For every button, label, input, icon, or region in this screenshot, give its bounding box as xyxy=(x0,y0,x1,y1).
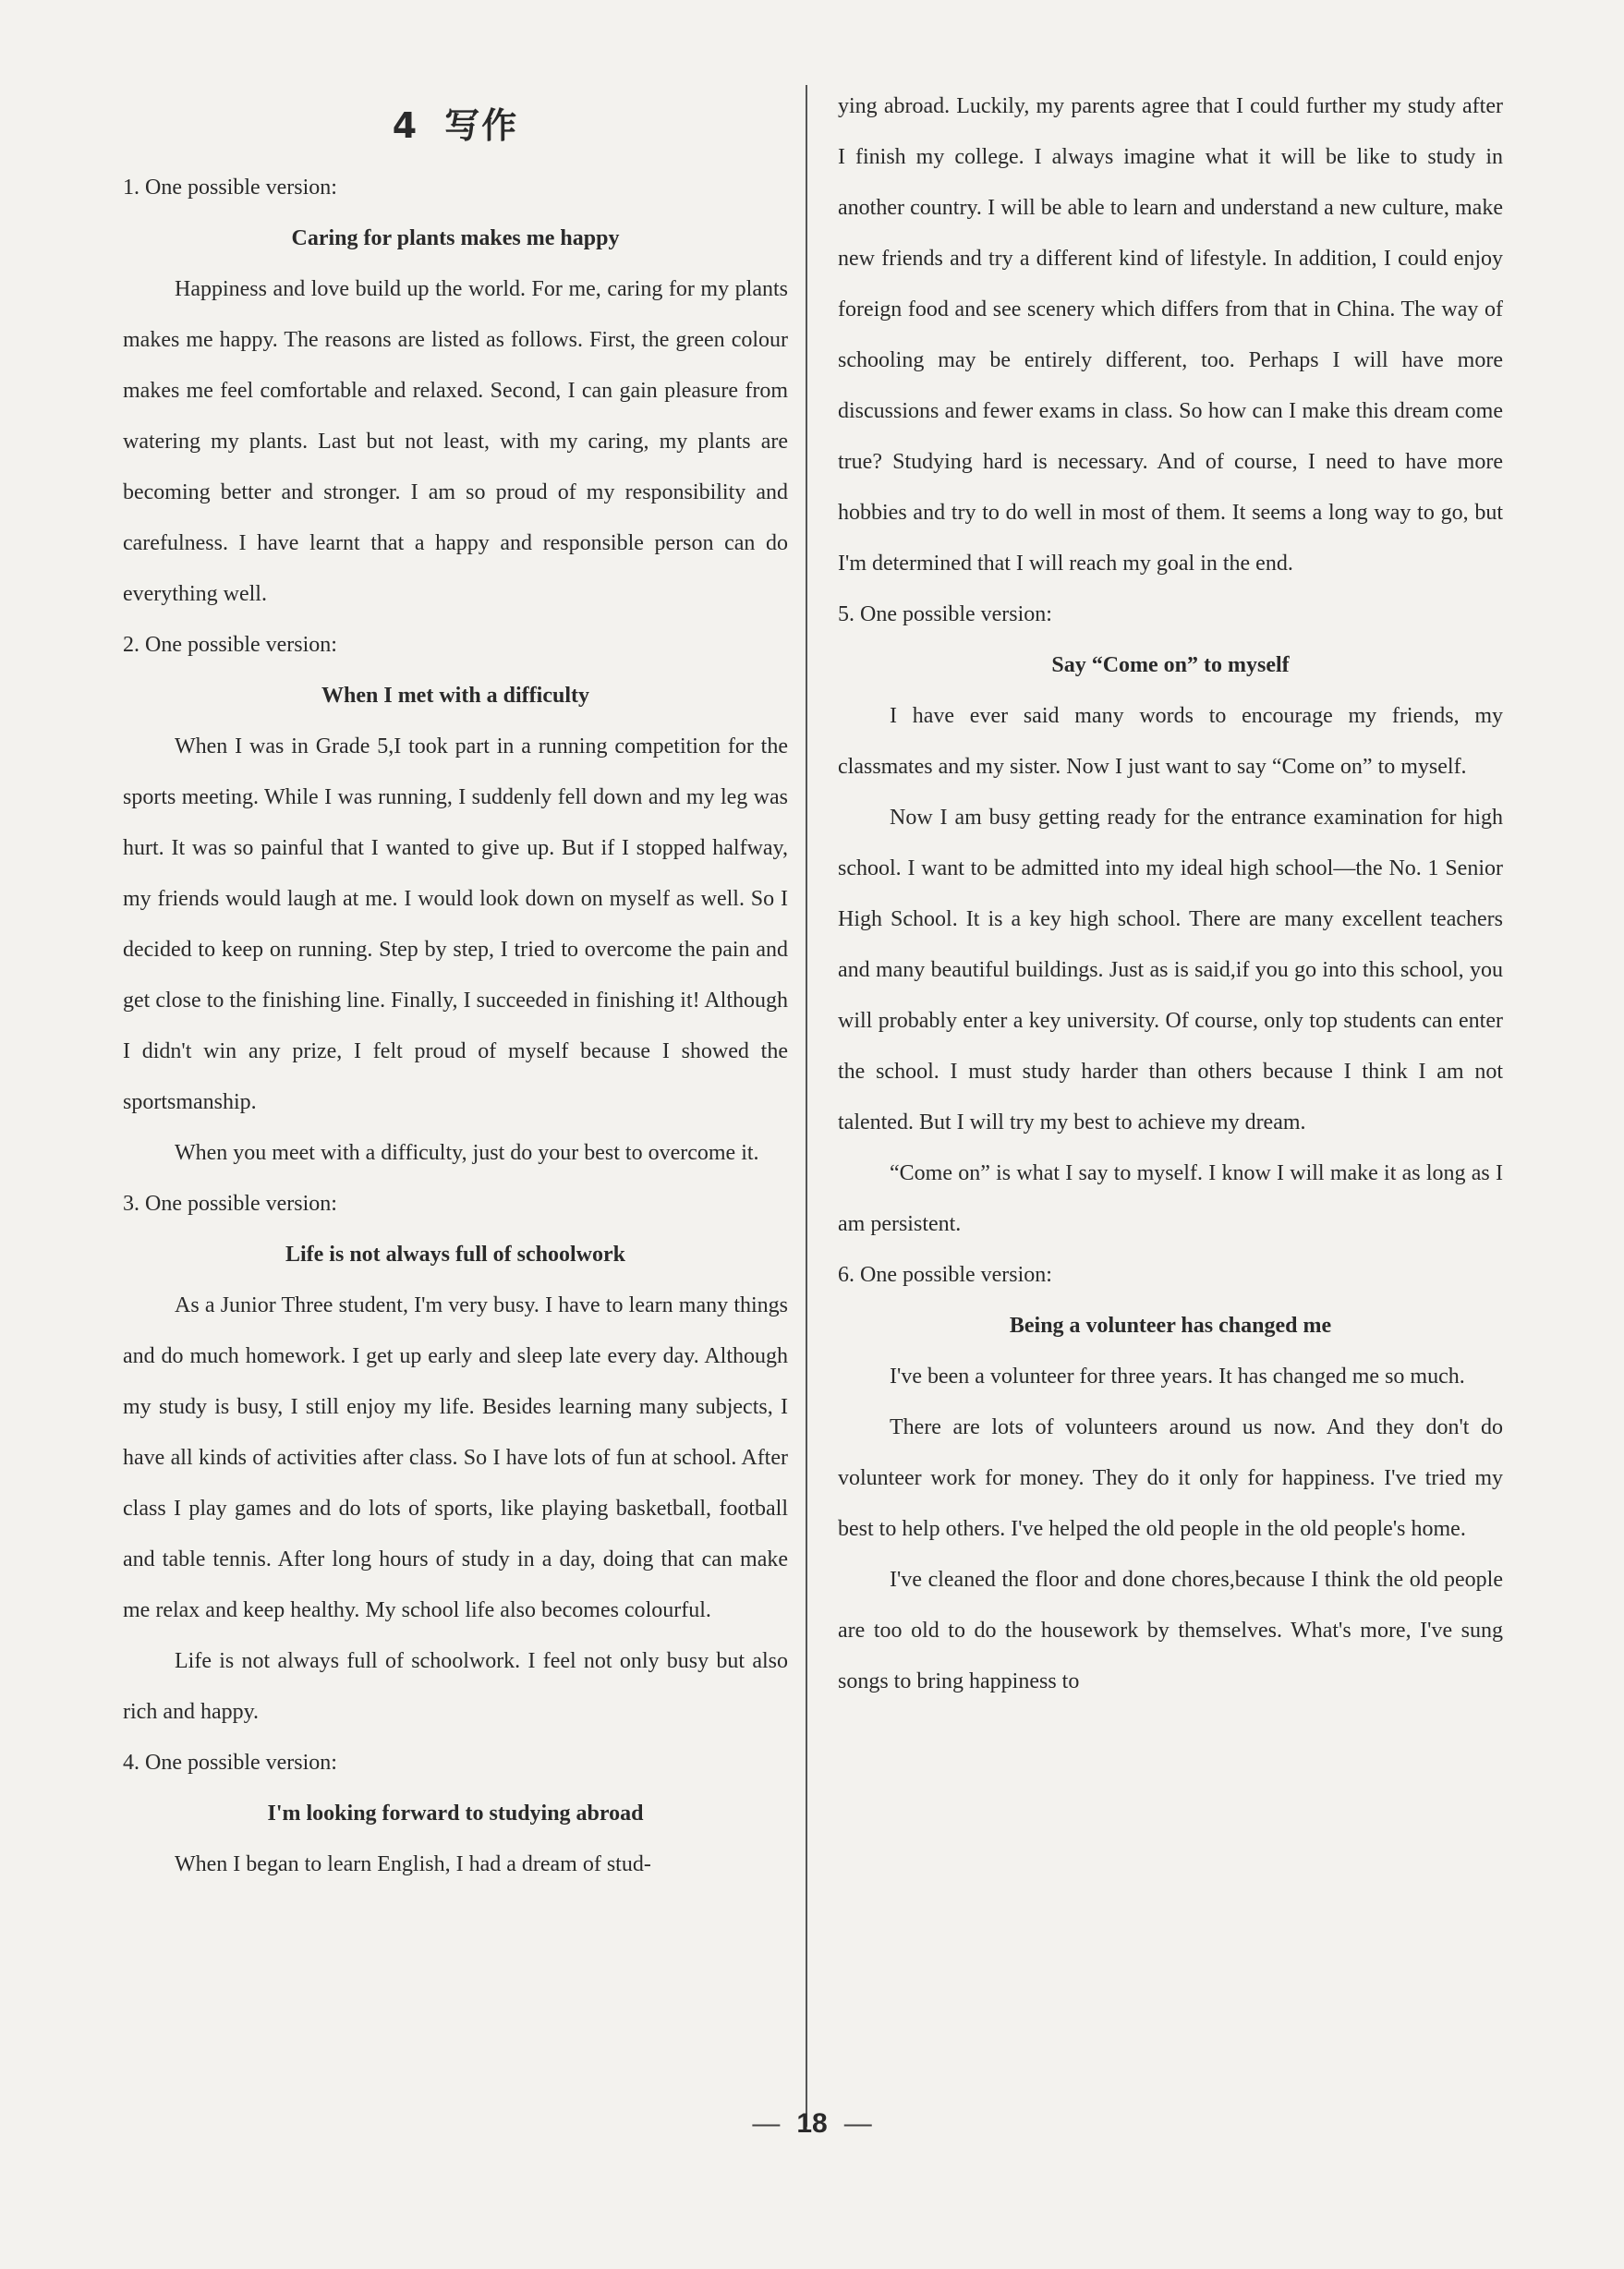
essay-title: When I met with a difficulty xyxy=(321,684,589,708)
question-label: 5. One possible version: xyxy=(838,602,1052,626)
chapter-name: 写作 xyxy=(444,105,519,146)
essay-paragraph: ying abroad. Luckily, my parents agree that I could further my study after I finish my college. I always imagine what it will be like to study in another country. I will be able to learn and understand a new culture, make new friends and try a different kind of lifestyle. In addition, I could enjoy foreign food and see scenery which differs from that in China. The way of schooling may be entirely different, too. Perhaps I will have more discussions and fewer exams in class. So how can I make this dream come true? Studying hard is necessary. And of course, I need to have more hobbies and try to do well in most of them. It seems a long way to go, but I'm determined that I will reach my goal in the end. xyxy=(838,94,1503,576)
essay-paragraph: As a Junior Three student, I'm very busy. I have to learn many things and do much homework. I get up early and sleep late every day. Although my study is busy, I still enjoy my life. Besides learning many subjects, I have all kinds of activities after class. So I have lots of fun at school. After class I play games and do lots of sports, like playing basketball, football and table tennis. After long hours of study in a day, doing that can make me relax and keep healthy. My school life also becomes colourful. xyxy=(123,1293,788,1622)
chapter-number: 4 xyxy=(392,105,419,146)
question-label: 3. One possible version: xyxy=(123,1192,337,1216)
chapter-title xyxy=(123,89,788,163)
page-number-dash-right: — xyxy=(843,2108,872,2139)
left-column xyxy=(123,89,788,1890)
essay-title: Life is not always full of schoolwork xyxy=(285,1243,625,1267)
page-footer xyxy=(0,2108,1624,2140)
page-number-dash-left: — xyxy=(752,2108,781,2139)
essay-paragraph: I have ever said many words to encourage my friends, my classmates and my sister. Now I just want to say “Come on” to myself. xyxy=(838,704,1503,779)
column-divider xyxy=(806,85,807,2127)
question-label: 4. One possible version: xyxy=(123,1751,337,1775)
essay-title: Being a volunteer has changed me xyxy=(1009,1314,1332,1338)
essay-title: Say “Come on” to myself xyxy=(1051,653,1290,677)
question-label: 2. One possible version: xyxy=(123,633,337,657)
essay-title: I'm looking forward to studying abroad xyxy=(267,1802,644,1826)
essay-title: Caring for plants makes me happy xyxy=(291,226,620,250)
page-number: 18 xyxy=(796,2108,828,2139)
essay-paragraph: Happiness and love build up the world. For me, caring for my plants makes me happy. The reasons are listed as follows. First, the green colour makes me feel comfortable and relaxed. Second, I can gain pleasure from watering my plants. Last but not least, with my caring, my plants are becoming better and stronger. I am so proud of my responsibility and carefulness. I have learnt that a happy and responsible person can do everything well. xyxy=(123,277,788,606)
essay-paragraph: There are lots of volunteers around us now. And they don't do volunteer work for money. They do it only for happiness. I've tried my best to help others. I've helped the old people in the old people's home. xyxy=(838,1415,1503,1541)
question-label: 6. One possible version: xyxy=(838,1263,1052,1287)
question-label: 1. One possible version: xyxy=(123,176,337,200)
essay-paragraph: When I began to learn English, I had a dream of stud- xyxy=(175,1852,651,1876)
essay-paragraph: “Come on” is what I say to myself. I know I will make it as long as I am persistent. xyxy=(838,1161,1503,1236)
right-column-content xyxy=(838,81,1503,1707)
essay-paragraph: When I was in Grade 5,I took part in a running competition for the sports meeting. While I was running, I suddenly fell down and my leg was hurt. It was so painful that I wanted to give up. But if I stopped halfway, my friends would laugh at me. I would look down on myself as well. So I decided to keep on running. Step by step, I tried to overcome the pain and get close to the finishing line. Finally, I succeeded in finishing it! Although I didn't win any prize, I felt proud of myself because I showed the sportsmanship. xyxy=(123,734,788,1114)
essay-paragraph: I've cleaned the floor and done chores,because I think the old people are too old to do the housework by themselves. What's more, I've sung songs to bring happiness to xyxy=(838,1568,1503,1693)
left-column-content xyxy=(123,163,788,1890)
essay-paragraph: I've been a volunteer for three years. It has changed me so much. xyxy=(890,1365,1465,1389)
essay-paragraph: Life is not always full of schoolwork. I feel not only busy but also rich and happy. xyxy=(123,1649,788,1724)
essay-paragraph: When you meet with a difficulty, just do your best to overcome it. xyxy=(175,1141,759,1165)
essay-paragraph: Now I am busy getting ready for the entrance examination for high school. I want to be admitted into my ideal high school—the No. 1 Senior High School. It is a key high school. There are many excellent teachers and many beautiful buildings. Just as is said,if you go into this school, you will probably enter a key university. Of course, only top students can enter the school. I must study harder than others because I think I am not talented. But I will try my best to achieve my dream. xyxy=(838,806,1503,1134)
right-column xyxy=(838,81,1503,1707)
